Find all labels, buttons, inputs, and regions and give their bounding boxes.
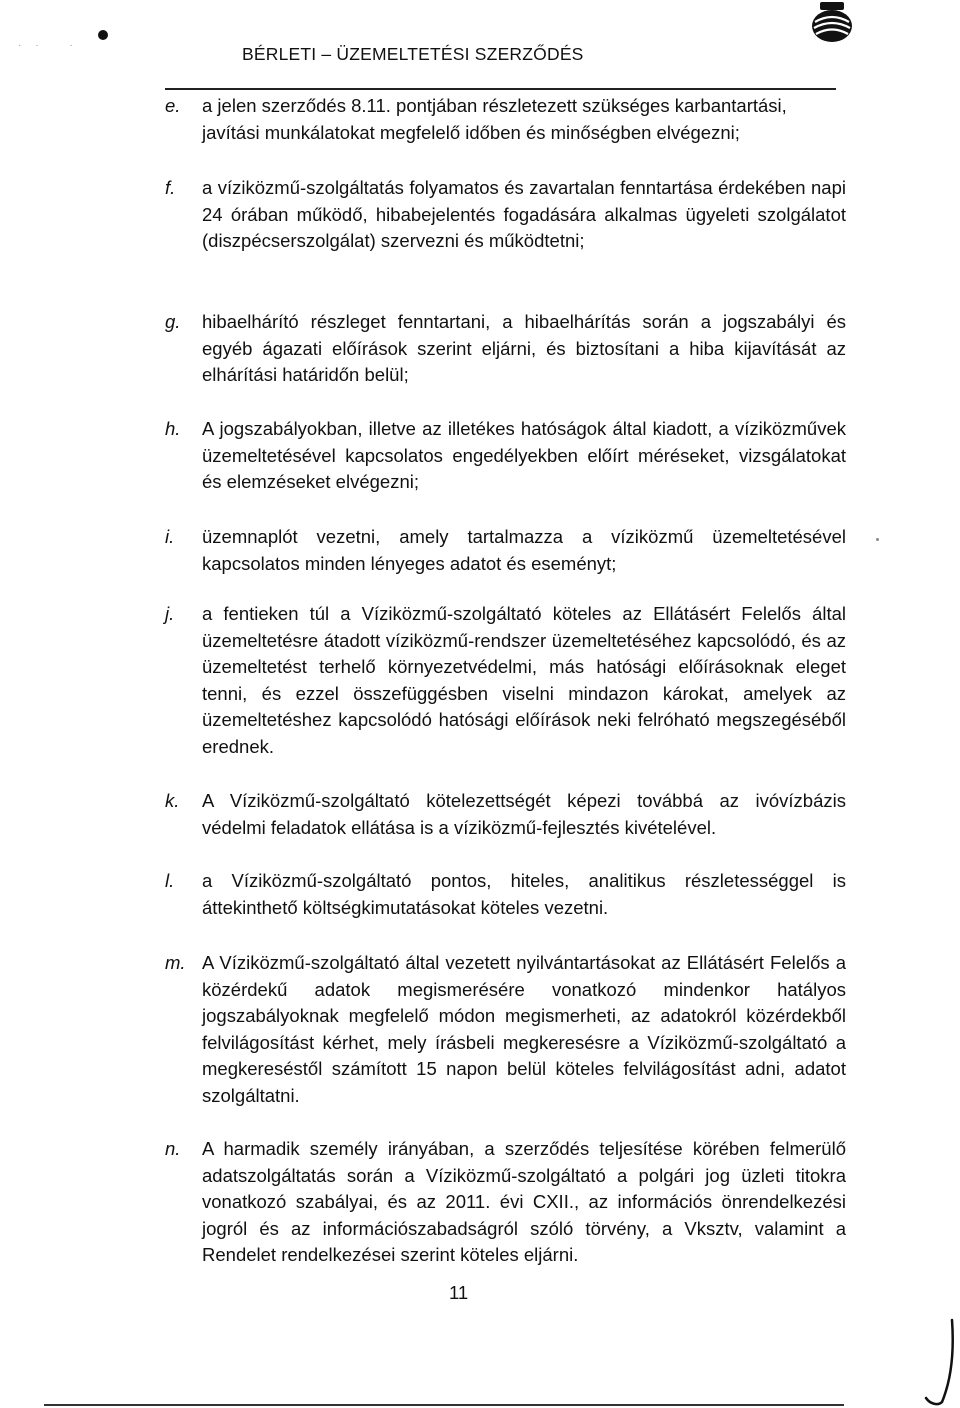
item-marker: h. (165, 418, 181, 439)
item-marker: i. (165, 526, 175, 547)
list-item-n (165, 1136, 846, 1269)
item-text: a víziközmű-szolgáltatás folyamatos és zavartalan fenntartása érdekében napi 24 órában működő, hibabejelentés fogadására alkalmas ügyeleti szolgálatot (diszpécserszolgálat) szervezni és működtetni; (202, 177, 846, 251)
item-text: A Víziközmű-szolgáltató által vezetett nyilvántartásokat az Ellátásért Felelős a közérdekű adatok megismerésére vonatkozó mindenkor hatályos jogszabályoknak megfelelő módon megismerheti, az adatokról közérdekből felvilágosítást kérhet, mely írásbeli megkeresésre a Víziközmű-szolgáltató a megkereséstől számított 15 napon belül köteles felvilágosítást adni, adatot szolgáltatni. (202, 952, 846, 1106)
list-item-l (165, 868, 846, 921)
item-marker: n. (165, 1138, 181, 1159)
list-item-m (165, 950, 846, 1109)
page-number: 11 (449, 1282, 469, 1303)
list-item-i (165, 524, 846, 577)
list-item-h (165, 416, 846, 496)
document-header-title: BÉRLETI – ÜZEMELTETÉSI SZERZŐDÉS (242, 44, 584, 64)
list-item-j (165, 601, 846, 760)
list-item-f (165, 175, 846, 255)
item-marker: e. (165, 95, 181, 116)
header-divider (165, 88, 836, 90)
item-text: a Víziközmű-szolgáltató pontos, hiteles, analitikus részletességgel is áttekinthető költségkimutatásokat köteles vezetni. (202, 870, 846, 918)
footer-divider (44, 1404, 844, 1406)
item-text: hibaelhárító részleget fenntartani, a hibaelhárítás során a jogszabályi és egyéb ágazati előírások szerint eljárni, és biztosítani a hiba kijavítását az elhárítási határidőn belül; (202, 311, 846, 385)
bullet-dot-mark (98, 30, 108, 40)
item-marker: g. (165, 311, 181, 332)
list-item-g (165, 309, 846, 389)
scan-speck (876, 538, 879, 541)
item-marker: f. (165, 177, 176, 198)
item-text: a fentieken túl a Víziközmű-szolgáltató köteles az Ellátásért Felelős által üzemeltetésre átadott víziközmű-rendszer üzemeltetéséhez kapcsolódó, és az üzemeltetést terhelő környezetvédelmi, más hatósági előírásoknak eleget tenni, és ezzel összefüggésben viselni mindazon károkat, amelyek az üzemeltetéshez kapcsolódó hatósági előírások neki felróható megszegéséből erednek. (202, 603, 846, 757)
item-marker: k. (165, 790, 180, 811)
list-item-e (165, 93, 846, 146)
item-text: a jelen szerződés 8.11. pontjában részletezett szükséges karbantartási, javítási munkálatokat megfelelő időben és minőségben elvégezni; (202, 95, 787, 143)
scan-specks: ·· · (18, 40, 87, 51)
item-marker: j. (165, 603, 175, 624)
item-marker: l. (165, 870, 175, 891)
list-item-k (165, 788, 846, 841)
handwritten-mark-icon (918, 1318, 960, 1408)
item-text: üzemnaplót vezetni, amely tartalmazza a víziközmű üzemeltetésével kapcsolatos minden lényeges adatot és eseményt; (202, 526, 846, 574)
item-marker: m. (165, 952, 186, 973)
company-seal-logo-icon (806, 0, 858, 48)
item-text: A Víziközmű-szolgáltató kötelezettségét képezi továbbá az ivóvízbázis védelmi feladatok ellátása is a víziközmű-fejlesztés kivételével. (202, 790, 846, 838)
item-text: A jogszabályokban, illetve az illetékes hatóságok által kiadott, a víziközművek üzemeltetésével kapcsolatos engedélyekben előírt méréseket, vizsgálatokat és elemzéseket elvégezni; (202, 418, 846, 492)
item-text: A harmadik személy irányában, a szerződés teljesítése körében felmerülő adatszolgáltatás során a Víziközmű-szolgáltató a polgári jog üzleti titokra vonatkozó szabályai, és az 2011. évi CXII., az információs önrendelkezési jogról és az információszabadságról szóló törvény, a Vksztv, valamint a Rendelet rendelkezései szerint köteles eljárni. (202, 1138, 846, 1265)
